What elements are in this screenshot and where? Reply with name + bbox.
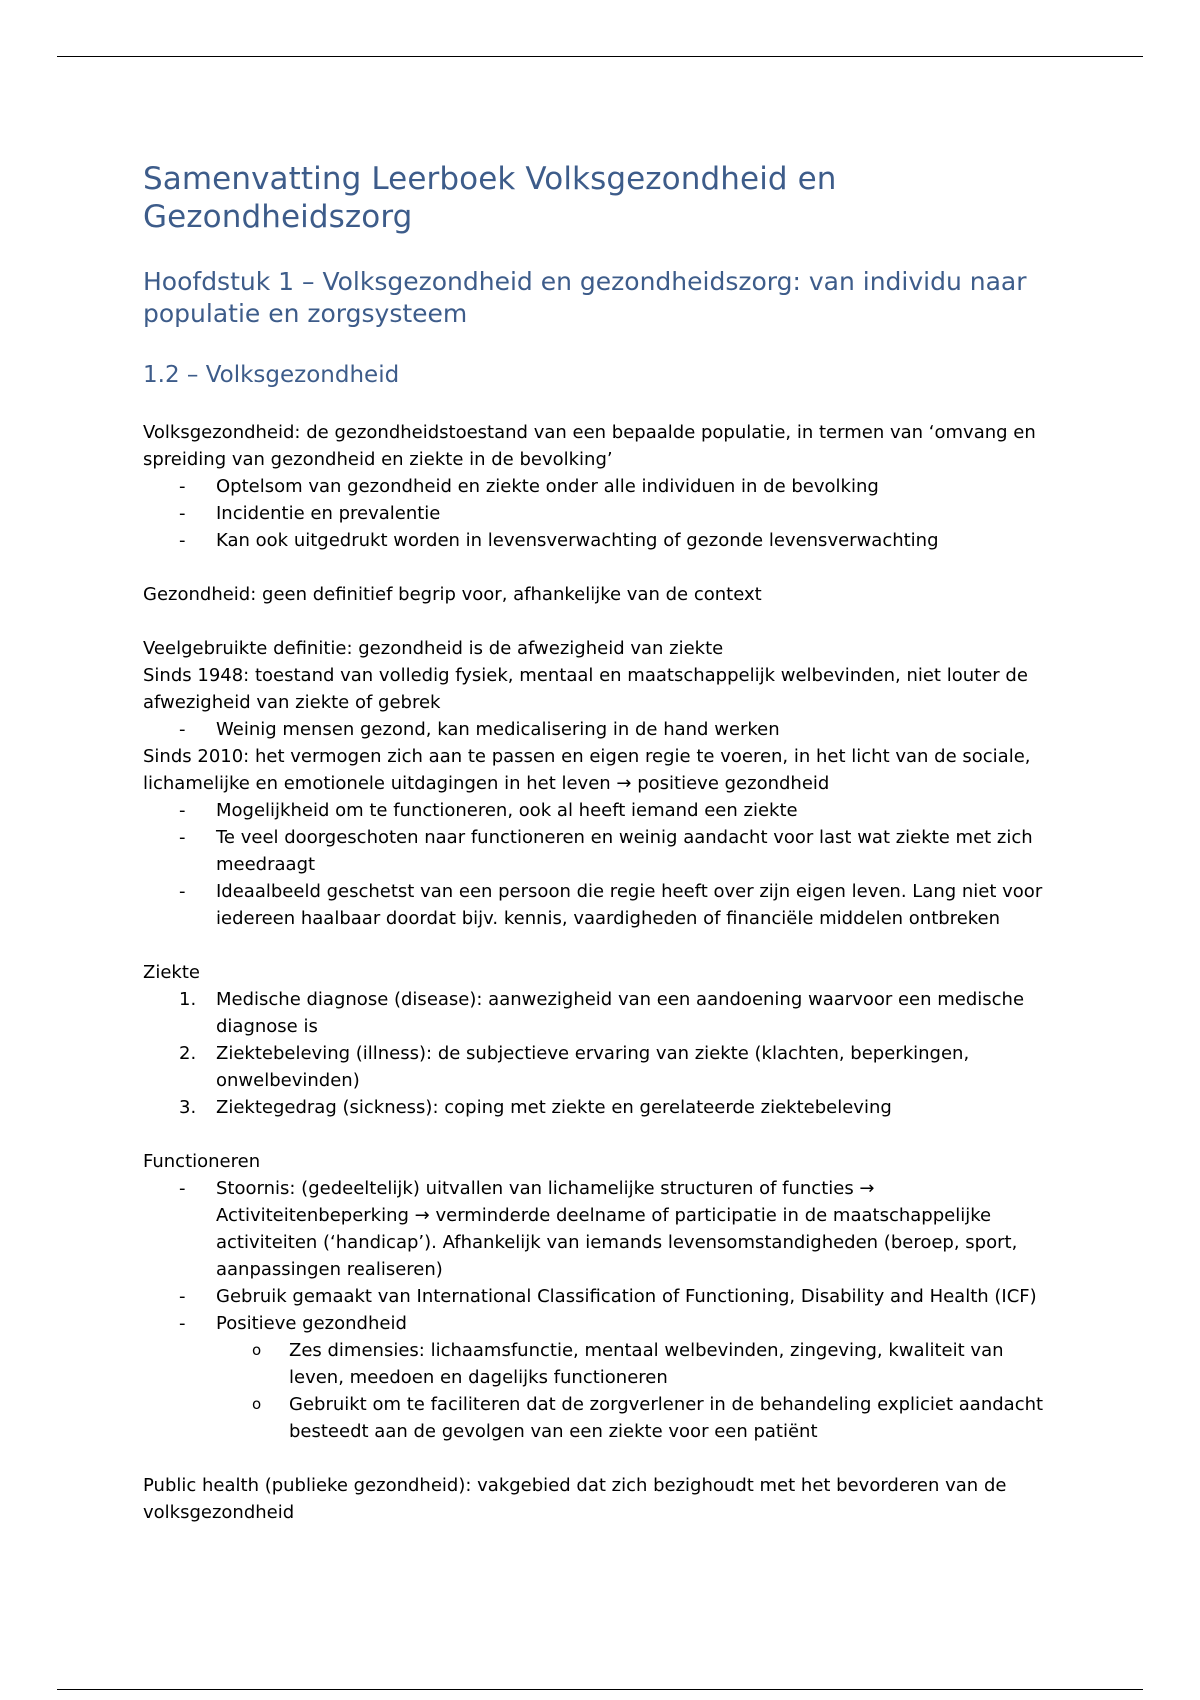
list-item: - Kan ook uitgedrukt worden in levensverwachting of gezonde levensverwachting <box>143 527 1063 554</box>
dash-bullet: - <box>179 530 186 551</box>
dash-bullet: - <box>179 719 186 740</box>
definition-1948-list <box>143 716 1063 743</box>
spacer <box>143 1445 1063 1472</box>
item-number: 1. <box>179 989 197 1010</box>
volksgezondheid-list <box>143 473 1063 554</box>
item-number: 3. <box>179 1097 197 1118</box>
list-item: - Stoornis: (gedeeltelijk) uitvallen van lichamelijke structuren of functies → Activiteitenbeperking → verminderde deelname of participatie in de maatschappelijke activiteiten (‘handicap’). Afhankelijk van iemands levensomstandigheden (beroep, sport, aanpassingen realiseren) <box>143 1175 1063 1283</box>
footer-rule <box>57 1689 1143 1690</box>
item-number: 2. <box>179 1043 197 1064</box>
sub-list-item: o Gebruikt om te faciliteren dat de zorgverlener in de behandeling expliciet aandacht besteedt aan de gevolgen van een ziekte voor een patiënt <box>143 1391 1063 1445</box>
ziekte-list <box>143 986 1063 1121</box>
circle-bullet: o <box>252 1341 262 1359</box>
spacer <box>143 1121 1063 1148</box>
spacer <box>143 554 1063 581</box>
section-heading: 1.2 – Volksgezondheid <box>143 362 400 388</box>
list-item: - Weinig mensen gezond, kan medicalisering in de hand werken <box>143 716 1063 743</box>
dash-bullet: - <box>179 881 186 902</box>
definition-1948: Sinds 1948: toestand van volledig fysiek, mentaal en maatschappelijk welbevinden, niet louter de afwezigheid van ziekte of gebrek <box>143 665 1028 713</box>
functioneren-list <box>143 1175 1063 1445</box>
numbered-item: 2. Ziektebeleving (illness): de subjectieve ervaring van ziekte (klachten, beperkingen, onwelbevinden) <box>143 1040 1063 1094</box>
list-item: - Incidentie en prevalentie <box>143 500 1063 527</box>
document-body <box>143 160 1063 1526</box>
gezondheid-definition: Gezondheid: geen definitief begrip voor, afhankelijke van de context <box>143 584 762 605</box>
header-rule <box>57 56 1143 57</box>
list-item: - Te veel doorgeschoten naar functioneren en weinig aandacht voor last wat ziekte met zich meedraagt <box>143 824 1063 878</box>
dash-bullet: - <box>179 800 186 821</box>
dash-bullet: - <box>179 1178 186 1199</box>
dash-bullet: - <box>179 1286 186 1307</box>
definition-2010-list <box>143 797 1063 932</box>
dash-bullet: - <box>179 476 186 497</box>
sub-list-item: o Zes dimensies: lichaamsfunctie, mentaal welbevinden, zingeving, kwaliteit van leven, meedoen en dagelijks functioneren <box>143 1337 1063 1391</box>
dash-bullet: - <box>179 1313 186 1334</box>
volksgezondheid-definition: Volksgezondheid: de gezondheidstoestand van een bepaalde populatie, in termen van ‘omvang en spreiding van gezondheid en ziekte in de bevolking’ <box>143 422 1036 470</box>
spacer <box>143 932 1063 959</box>
dash-bullet: - <box>179 503 186 524</box>
numbered-item: 3. Ziektegedrag (sickness): coping met ziekte en gerelateerde ziektebeleving <box>143 1094 1063 1121</box>
document-title: Samenvatting Leerboek Volksgezondheid en Gezondheidszorg <box>143 161 837 235</box>
circle-bullet: o <box>252 1395 262 1413</box>
chapter-heading: Hoofdstuk 1 – Volksgezondheid en gezondheidszorg: van individu naar populatie en zorgsysteem <box>143 267 1027 328</box>
functioneren-heading: Functioneren <box>143 1151 261 1172</box>
spacer <box>143 608 1063 635</box>
numbered-item: 1. Medische diagnose (disease): aanwezigheid van een aandoening waarvoor een medische diagnose is <box>143 986 1063 1040</box>
ziekte-heading: Ziekte <box>143 962 200 983</box>
list-item: - Optelsom van gezondheid en ziekte onder alle individuen in de bevolking <box>143 473 1063 500</box>
definition-2010: Sinds 2010: het vermogen zich aan te passen en eigen regie te voeren, in het licht van de sociale, lichamelijke en emotionele uitdagingen in het leven → positieve gezondheid <box>143 746 1031 794</box>
list-item: - Mogelijkheid om te functioneren, ook al heeft iemand een ziekte <box>143 797 1063 824</box>
public-health-definition: Public health (publieke gezondheid): vakgebied dat zich bezighoudt met het bevorderen van de volksgezondheid <box>143 1475 1007 1523</box>
list-item: - Ideaalbeeld geschetst van een persoon die regie heeft over zijn eigen leven. Lang niet voor iedereen haalbaar doordat bijv. kennis, vaardigheden of financiële middelen ontbreken <box>143 878 1063 932</box>
common-definition: Veelgebruikte definitie: gezondheid is de afwezigheid van ziekte <box>143 638 724 659</box>
list-item: - Positieve gezondheid <box>143 1310 1063 1337</box>
dash-bullet: - <box>179 827 186 848</box>
list-item: - Gebruik gemaakt van International Classification of Functioning, Disability and Health (ICF) <box>143 1283 1063 1310</box>
